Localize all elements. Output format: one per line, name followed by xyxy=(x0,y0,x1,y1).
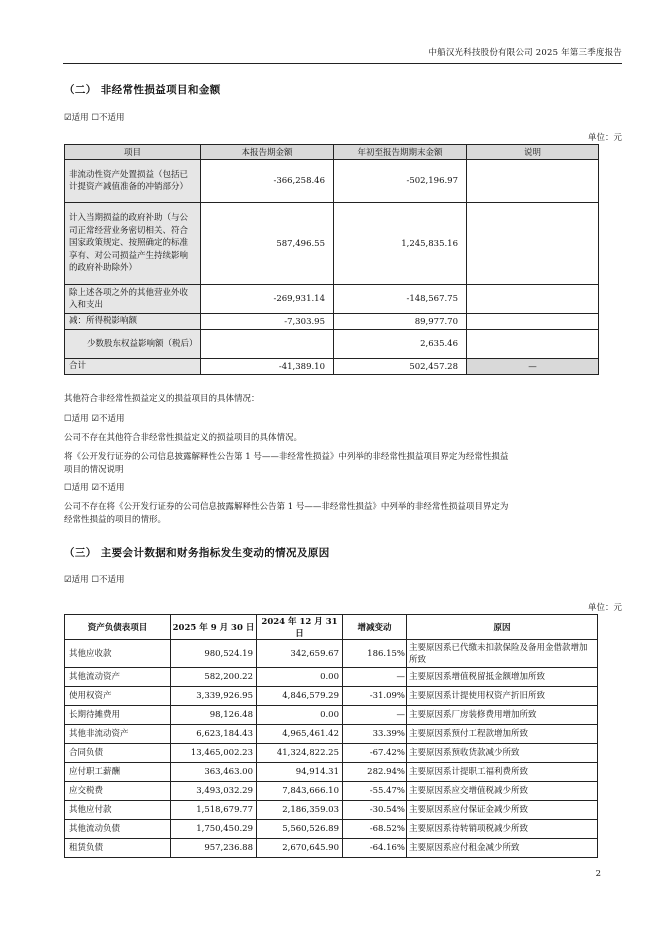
table-row-total xyxy=(65,359,599,375)
row-item: 其他应付款 xyxy=(65,801,171,820)
row-2024: 2,670,645.90 xyxy=(257,839,343,858)
table-row xyxy=(65,763,598,782)
row-ytd: -502,196.97 xyxy=(334,160,467,203)
row-current xyxy=(201,330,334,359)
row-change: 33.39% xyxy=(343,725,407,744)
table-row xyxy=(65,285,599,314)
row-reason: 主要原因系预收货款减少所致 xyxy=(407,744,598,763)
row-reason: 主要原因系计提使用权资产折旧所致 xyxy=(407,687,598,706)
balance-sheet-changes-table xyxy=(64,614,598,858)
row-ytd: -148,567.75 xyxy=(334,285,467,314)
row-2025: 3,339,926.95 xyxy=(171,687,257,706)
table-row xyxy=(65,203,599,285)
section-title-changes: （三） 主要会计数据和财务指标发生变动的情况及原因 xyxy=(64,547,330,559)
row-2024: 0.00 xyxy=(257,706,343,725)
col-header-note: 说明 xyxy=(467,145,599,160)
row-item: 非流动性资产处置损益（包括已计提资产减值准备的冲销部分） xyxy=(65,160,201,203)
col-header-item: 项目 xyxy=(65,145,201,160)
table-header-row xyxy=(65,615,598,640)
no-reclass-line2: 经常性损益的项目的情形。 xyxy=(64,515,167,525)
row-reason: 主要原因系计提职工福利费所致 xyxy=(407,763,598,782)
row-ytd: 1,245,835.16 xyxy=(334,203,467,285)
row-2025: 582,200.22 xyxy=(171,668,257,687)
table-row xyxy=(65,744,598,763)
table-row xyxy=(65,668,598,687)
row-reason: 主要原因系应交增值税减少所致 xyxy=(407,782,598,801)
row-current: -366,258.46 xyxy=(201,160,334,203)
row-ytd: 89,977.70 xyxy=(334,314,467,330)
table-row xyxy=(65,725,598,744)
row-change: -30.54% xyxy=(343,801,407,820)
row-item: 其他流动资产 xyxy=(65,668,171,687)
table-header-row xyxy=(65,145,599,160)
nonrecurring-table xyxy=(64,144,599,375)
report-header: 中船汉光科技股份有限公司 2025 年第三季度报告 xyxy=(428,48,622,58)
row-reason: 主要原因系增值税留抵金额增加所致 xyxy=(407,668,598,687)
table-row xyxy=(65,801,598,820)
table-row xyxy=(65,782,598,801)
header-divider xyxy=(63,63,622,64)
row-reason: 主要原因系应付保证金减少所致 xyxy=(407,801,598,820)
table-row xyxy=(65,330,599,359)
row-2024: 342,659.67 xyxy=(257,640,343,668)
row-change: -31.09% xyxy=(343,687,407,706)
row-item: 其他非流动资产 xyxy=(65,725,171,744)
row-change: -55.47% xyxy=(343,782,407,801)
row-current: -269,931.14 xyxy=(201,285,334,314)
row-ytd: 2,635.46 xyxy=(334,330,467,359)
row-2025: 13,465,002.23 xyxy=(171,744,257,763)
no-reclass-line1: 公司不存在将《公开发行证券的公司信息披露解释性公告第 1 号——非经常性损益》中列举的非经常性损益项目界定为 xyxy=(64,502,509,512)
table-row xyxy=(65,706,598,725)
row-ytd: 502,457.28 xyxy=(334,359,467,375)
row-2024: 41,324,822.25 xyxy=(257,744,343,763)
unit-label-1: 单位：元 xyxy=(587,133,622,143)
page-number: 2 xyxy=(595,869,601,879)
row-2024: 94,914.31 xyxy=(257,763,343,782)
applicable-checkbox-2: ☐适用 ☑不适用 xyxy=(64,414,125,424)
section-title-nonrecurring: （二） 非经常性损益项目和金额 xyxy=(64,84,221,96)
row-reason: 主要原因系已代缴未扣款保险及备用金借款增加所致 xyxy=(407,640,598,668)
table-row xyxy=(65,314,599,330)
row-change: -68.52% xyxy=(343,820,407,839)
row-note xyxy=(467,285,599,314)
row-2024: 4,965,461.42 xyxy=(257,725,343,744)
row-2025: 957,236.88 xyxy=(171,839,257,858)
col-header-2024: 2024 年 12 月 31 日 xyxy=(257,615,343,640)
row-2024: 7,843,666.10 xyxy=(257,782,343,801)
row-2024: 4,846,579.29 xyxy=(257,687,343,706)
row-reason: 主要原因系待转销项税减少所致 xyxy=(407,820,598,839)
row-item: 少数股东权益影响额（税后） xyxy=(65,330,201,359)
row-2025: 6,623,184.43 xyxy=(171,725,257,744)
col-header-change: 增减变动 xyxy=(343,615,407,640)
row-2025: 1,518,679.77 xyxy=(171,801,257,820)
row-change: — xyxy=(343,668,407,687)
row-current: -41,389.10 xyxy=(201,359,334,375)
col-header-item: 资产负债表项目 xyxy=(65,615,171,640)
row-2024: 2,186,359.03 xyxy=(257,801,343,820)
col-header-2025: 2025 年 9 月 30 日 xyxy=(171,615,257,640)
row-reason: 主要原因系应付租金减少所致 xyxy=(407,839,598,858)
row-current: 587,496.55 xyxy=(201,203,334,285)
table-row xyxy=(65,640,598,668)
row-change: 282.94% xyxy=(343,763,407,782)
row-2025: 1,750,450.29 xyxy=(171,820,257,839)
row-note: — xyxy=(467,359,599,375)
row-note xyxy=(467,160,599,203)
row-2025: 980,524.19 xyxy=(171,640,257,668)
row-item: 除上述各项之外的其他营业外收入和支出 xyxy=(65,285,201,314)
col-header-current: 本报告期金额 xyxy=(201,145,334,160)
row-item: 租赁负债 xyxy=(65,839,171,858)
applicable-checkbox-4: ☑适用 ☐不适用 xyxy=(64,575,125,585)
row-change: -67.42% xyxy=(343,744,407,763)
table-row xyxy=(65,820,598,839)
row-item: 计入当期损益的政府补助（与公司正常经营业务密切相关、符合国家政策规定、按照确定的标准享有、对公司损益产生持续影响的政府补助除外） xyxy=(65,203,201,285)
reclass-text-line1: 将《公开发行证券的公司信息披露解释性公告第 1 号——非经常性损益》中列举的非经常性损益项目界定为经常性损益 xyxy=(64,452,509,462)
table-row xyxy=(65,687,598,706)
applicable-checkbox-3: ☐适用 ☑不适用 xyxy=(64,483,125,493)
row-note xyxy=(467,203,599,285)
row-change: 186.15% xyxy=(343,640,407,668)
row-reason: 主要原因系预付工程款增加所致 xyxy=(407,725,598,744)
row-item: 减：所得税影响额 xyxy=(65,314,201,330)
row-item: 长期待摊费用 xyxy=(65,706,171,725)
row-2025: 3,493,032.29 xyxy=(171,782,257,801)
row-current: -7,303.95 xyxy=(201,314,334,330)
row-reason: 主要原因系厂房装修费用增加所致 xyxy=(407,706,598,725)
applicable-checkbox-1: ☑适用 ☐不适用 xyxy=(64,113,125,123)
row-note xyxy=(467,330,599,359)
row-2025: 98,126.48 xyxy=(171,706,257,725)
row-2025: 363,463.00 xyxy=(171,763,257,782)
col-header-ytd: 年初至报告期期末金额 xyxy=(334,145,467,160)
row-item: 其他流动负债 xyxy=(65,820,171,839)
table-row xyxy=(65,839,598,858)
row-2024: 5,560,526.89 xyxy=(257,820,343,839)
row-item: 应付职工薪酬 xyxy=(65,763,171,782)
row-item: 其他应收款 xyxy=(65,640,171,668)
no-other-def-text: 公司不存在其他符合非经常性损益定义的损益项目的具体情况。 xyxy=(64,433,303,443)
row-change: — xyxy=(343,706,407,725)
row-note xyxy=(467,314,599,330)
row-change: -64.16% xyxy=(343,839,407,858)
row-item: 合同负债 xyxy=(65,744,171,763)
table-row xyxy=(65,160,599,203)
row-item: 合计 xyxy=(65,359,201,375)
row-item: 应交税费 xyxy=(65,782,171,801)
row-item: 使用权资产 xyxy=(65,687,171,706)
col-header-reason: 原因 xyxy=(407,615,598,640)
reclass-text-line2: 项目的情况说明 xyxy=(64,465,124,475)
row-2024: 0.00 xyxy=(257,668,343,687)
unit-label-2: 单位：元 xyxy=(587,603,622,613)
other-def-text: 其他符合非经常性损益定义的损益项目的具体情况： xyxy=(64,394,260,404)
